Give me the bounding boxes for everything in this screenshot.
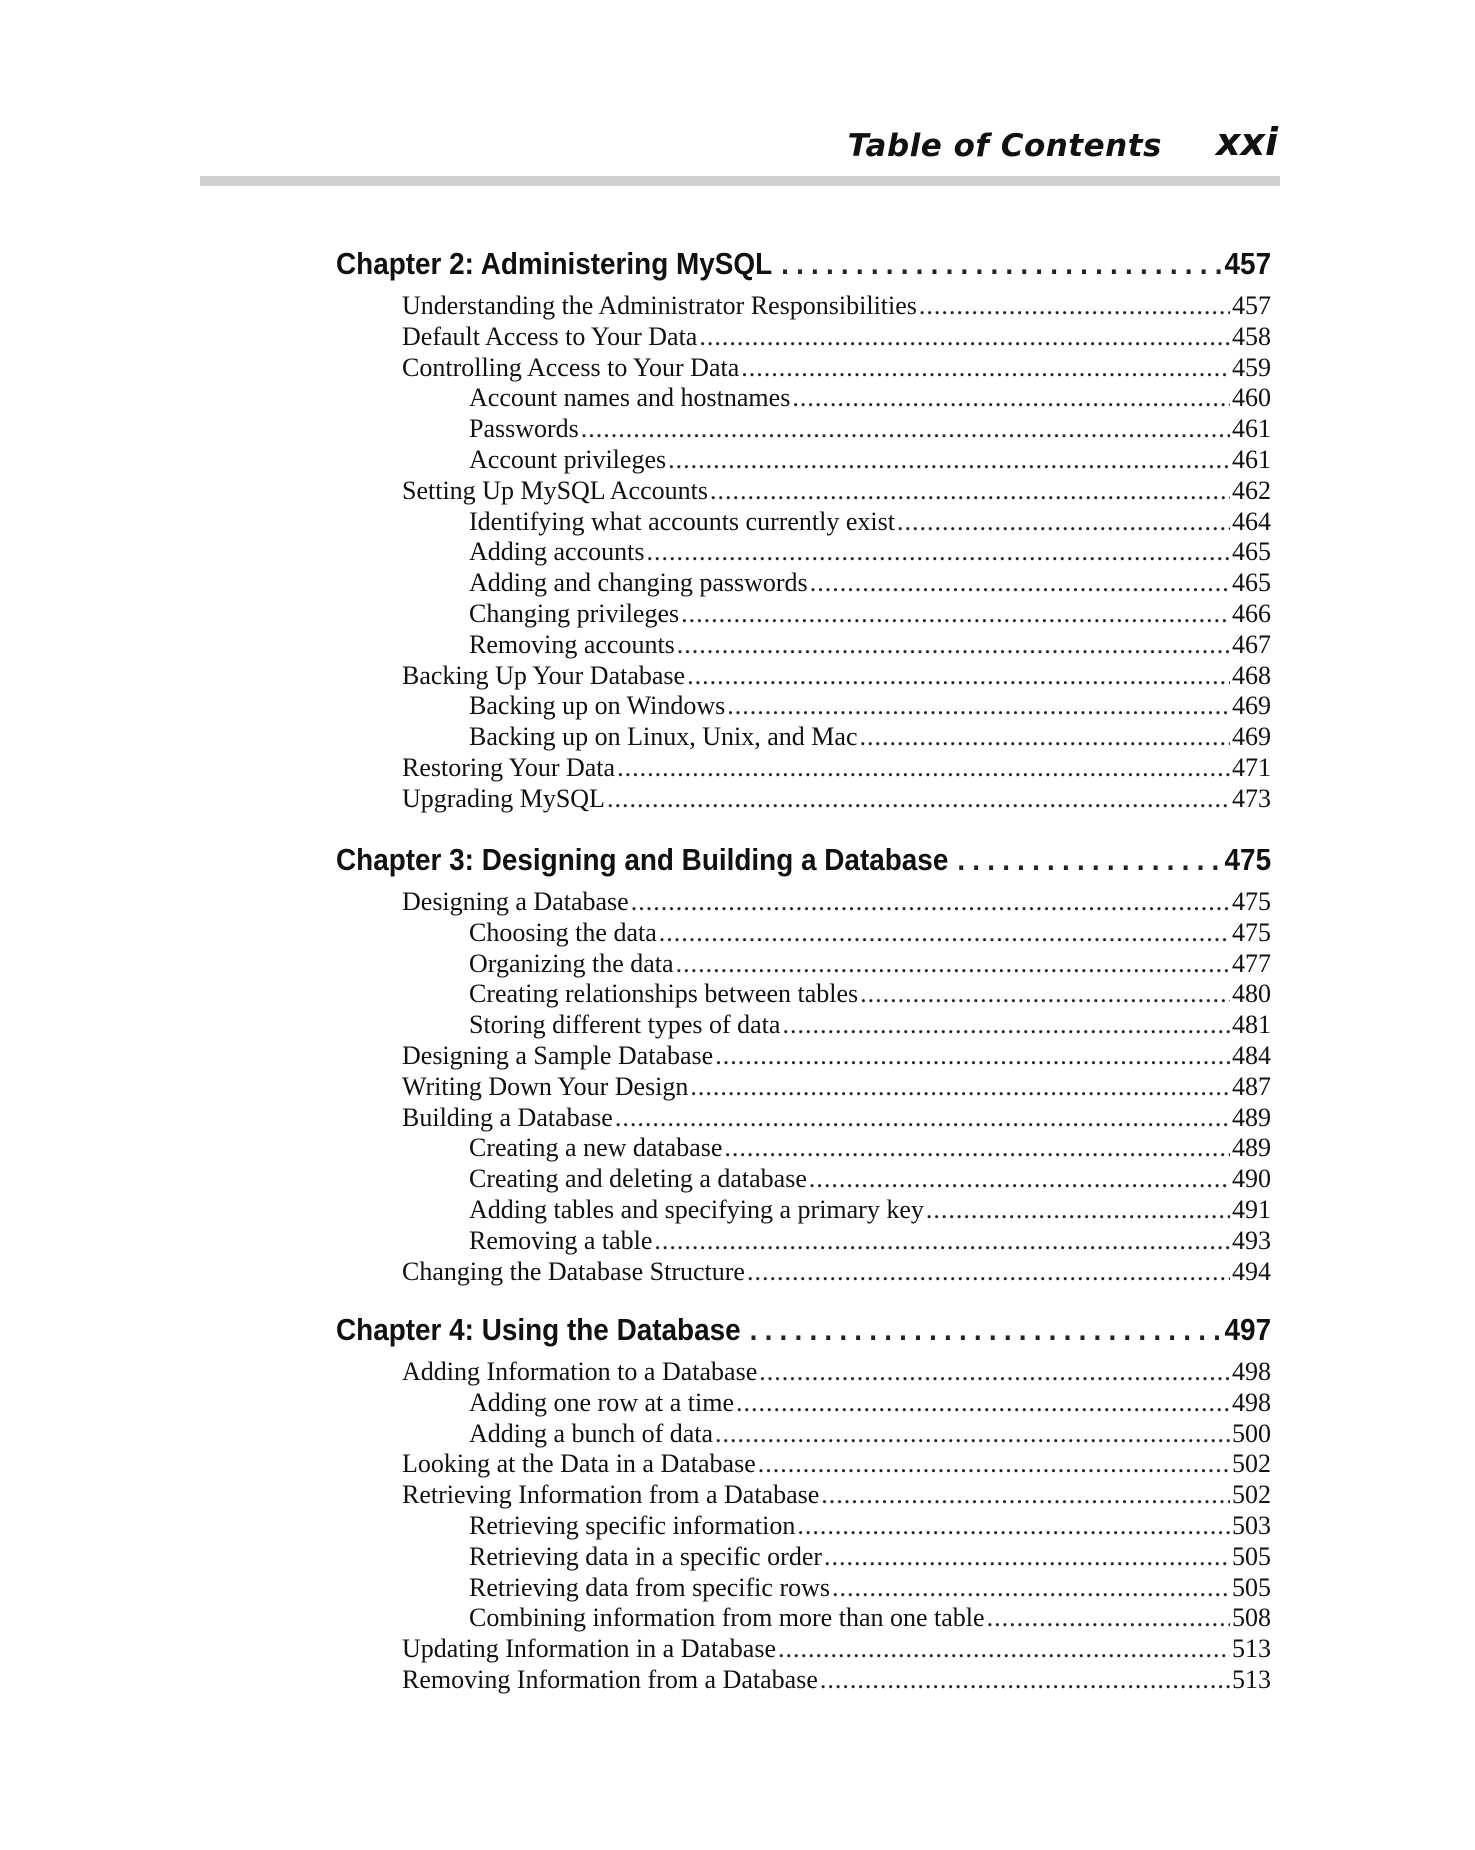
entry-title: Controlling Access to Your Data: [402, 352, 740, 382]
dot-leader: [792, 382, 1230, 413]
entry-title: Designing a Sample Database: [402, 1041, 714, 1070]
entry-page-number: 503: [1232, 1511, 1271, 1540]
entry-title: Account names and hostnames: [469, 383, 791, 413]
dot-leader: [727, 690, 1230, 721]
entry-title: Organizing the data: [469, 948, 674, 978]
running-header: [200, 118, 1280, 178]
dot-leader: [631, 886, 1230, 917]
entry-title: Adding accounts: [469, 537, 645, 567]
toc-subsection-entry[interactable]: [469, 917, 1271, 948]
dot-leader: [809, 1163, 1230, 1194]
dot-leader: [710, 475, 1230, 506]
dot-leader: [778, 1633, 1230, 1664]
dot-leader: [607, 783, 1230, 814]
toc-subsection-entry[interactable]: [469, 1163, 1271, 1194]
toc-section-entry[interactable]: [402, 1356, 1271, 1387]
entry-page-number: 480: [1232, 979, 1271, 1009]
toc-section-entry[interactable]: [402, 321, 1271, 352]
entry-title: Removing accounts: [469, 629, 675, 659]
dot-leader: [681, 598, 1230, 629]
dot-leader: [759, 1356, 1230, 1387]
dot-leader: [821, 1479, 1230, 1510]
dot-leader: [741, 352, 1230, 383]
running-header-page-number: xxi: [1215, 120, 1278, 164]
chapter-heading[interactable]: [336, 842, 1271, 878]
entry-page-number: 459: [1232, 352, 1271, 382]
toc-subsection-entry[interactable]: [469, 1009, 1271, 1040]
entry-page-number: 458: [1232, 321, 1271, 351]
entry-title: Adding and changing passwords: [469, 568, 808, 598]
entry-page-number: 491: [1232, 1195, 1271, 1224]
toc-subsection-entry[interactable]: [469, 1194, 1271, 1225]
entry-page-number: 505: [1232, 1541, 1271, 1571]
chapter-title: Chapter 4: Using the Database: [336, 1312, 741, 1347]
dot-leader: [659, 917, 1230, 948]
entry-title: Combining information from more than one table: [469, 1603, 985, 1633]
dot-leader: [736, 1387, 1230, 1418]
dot-leader: [926, 1194, 1230, 1225]
entry-page-number: 493: [1232, 1225, 1271, 1255]
entry-page-number: 502: [1232, 1449, 1271, 1479]
entry-title: Retrieving specific information: [469, 1511, 796, 1540]
dot-leader: [646, 536, 1230, 567]
toc-section-entry[interactable]: [402, 1448, 1271, 1479]
entry-page-number: 513: [1232, 1665, 1271, 1694]
entry-page-number: 457: [1232, 291, 1271, 320]
toc-subsection-entry[interactable]: [469, 1541, 1271, 1572]
entry-title: Writing Down Your Design: [402, 1071, 689, 1101]
dot-leader: [687, 660, 1230, 691]
entry-page-number: 466: [1232, 599, 1271, 628]
dot-leader: [781, 246, 1221, 282]
toc-section-entry[interactable]: [402, 1040, 1271, 1071]
entry-title: Updating Information in a Database: [402, 1634, 776, 1664]
entry-page-number: 494: [1232, 1256, 1271, 1286]
toc-subsection-entry[interactable]: [469, 536, 1271, 567]
toc-section-entry[interactable]: [402, 290, 1271, 321]
toc-subsection-entry[interactable]: [469, 721, 1271, 752]
dot-leader: [615, 1102, 1230, 1133]
toc-subsection-entry[interactable]: [469, 1572, 1271, 1603]
chapter-title: Chapter 2: Administering MySQL: [336, 246, 773, 281]
entry-title: Backing Up Your Database: [402, 660, 686, 690]
entry-title: Building a Database: [402, 1102, 613, 1132]
entry-title: Adding Information to a Database: [402, 1357, 758, 1386]
entry-title: Setting Up MySQL Accounts: [402, 475, 708, 505]
entry-title: Upgrading MySQL: [402, 783, 605, 813]
toc-section-entry[interactable]: [402, 1633, 1271, 1664]
entry-title: Adding tables and specifying a primary key: [469, 1195, 924, 1224]
entry-title: Creating relationships between tables: [469, 979, 859, 1009]
entry-page-number: 471: [1232, 753, 1271, 782]
toc-subsection-entry[interactable]: [469, 1387, 1271, 1418]
dot-leader: [860, 721, 1231, 752]
toc-subsection-entry[interactable]: [469, 382, 1271, 413]
header-rule: [200, 176, 1280, 186]
toc-subsection-entry[interactable]: [469, 1418, 1271, 1449]
toc-subsection-entry[interactable]: [469, 506, 1271, 537]
dot-leader: [715, 1040, 1230, 1071]
entry-page-number: 490: [1232, 1164, 1271, 1194]
toc-section-entry[interactable]: [402, 1102, 1271, 1133]
entry-title: Default Access to Your Data: [402, 321, 698, 351]
entry-title: Designing a Database: [402, 887, 629, 916]
entry-title: Account privileges: [469, 445, 667, 474]
dot-leader: [957, 842, 1221, 878]
entry-title: Creating and deleting a database: [469, 1164, 807, 1194]
dot-leader: [810, 567, 1230, 598]
dot-leader: [750, 1312, 1221, 1348]
toc-section-entry[interactable]: [402, 783, 1271, 814]
toc-section-entry[interactable]: [402, 1071, 1271, 1102]
toc-subsection-entry[interactable]: [469, 598, 1271, 629]
entry-title: Storing different types of data: [469, 1010, 781, 1040]
entry-page-number: 489: [1232, 1133, 1271, 1163]
entry-title: Changing the Database Structure: [402, 1256, 745, 1286]
toc-subsection-entry[interactable]: [469, 1510, 1271, 1541]
entry-page-number: 484: [1232, 1041, 1271, 1070]
toc-subsection-entry[interactable]: [469, 1225, 1271, 1256]
chapter-heading[interactable]: [336, 246, 1271, 282]
toc-subsection-entry[interactable]: [469, 413, 1271, 444]
entry-page-number: 462: [1232, 475, 1271, 505]
dot-leader: [747, 1256, 1230, 1287]
entry-title: Changing privileges: [469, 599, 680, 628]
entry-title: Backing up on Linux, Unix, and Mac: [469, 722, 858, 752]
dot-leader: [824, 1541, 1230, 1572]
running-header-title: Table of Contents: [847, 128, 1162, 164]
dot-leader: [581, 413, 1230, 444]
entry-title: Choosing the data: [469, 917, 657, 947]
entry-page-number: 477: [1232, 948, 1271, 978]
dot-leader: [724, 1132, 1230, 1163]
chapter-page-number: 457: [1224, 246, 1272, 281]
entry-title: Identifying what accounts currently exist: [469, 506, 895, 536]
entry-page-number: 461: [1232, 414, 1271, 444]
dot-leader: [758, 1448, 1230, 1479]
entry-title: Retrieving data from specific rows: [469, 1572, 830, 1602]
toc-section-entry[interactable]: [402, 475, 1271, 506]
entry-title: Adding one row at a time: [469, 1387, 734, 1417]
toc-subsection-entry[interactable]: [469, 567, 1271, 598]
dot-leader: [690, 1071, 1230, 1102]
toc-subsection-entry[interactable]: [469, 948, 1271, 979]
dot-leader: [782, 1009, 1230, 1040]
entry-title: Passwords: [469, 414, 579, 444]
entry-page-number: 464: [1232, 506, 1271, 536]
toc-subsection-entry[interactable]: [469, 1602, 1271, 1633]
entry-page-number: 475: [1232, 917, 1271, 947]
dot-leader: [832, 1572, 1230, 1603]
dot-leader: [699, 321, 1230, 352]
entry-page-number: 513: [1232, 1634, 1271, 1664]
entry-title: Creating a new database: [469, 1133, 723, 1163]
entry-title: Looking at the Data in a Database: [402, 1449, 756, 1479]
dot-leader: [676, 948, 1230, 979]
entry-title: Restoring Your Data: [402, 753, 616, 782]
dot-leader: [820, 1664, 1230, 1695]
entry-page-number: 465: [1232, 537, 1271, 567]
toc-section-entry[interactable]: [402, 1664, 1271, 1695]
entry-page-number: 469: [1232, 722, 1271, 752]
toc-section-entry[interactable]: [402, 352, 1271, 383]
entry-page-number: 487: [1232, 1071, 1271, 1101]
dot-leader: [668, 444, 1230, 475]
toc-subsection-entry[interactable]: [469, 690, 1271, 721]
dot-leader: [860, 978, 1230, 1009]
chapter-heading[interactable]: [336, 1312, 1271, 1348]
entry-page-number: 469: [1232, 691, 1271, 721]
chapter-page-number: 497: [1224, 1312, 1272, 1347]
toc-subsection-entry[interactable]: [469, 978, 1271, 1009]
dot-leader: [987, 1602, 1230, 1633]
entry-page-number: 473: [1232, 783, 1271, 813]
toc-subsection-entry[interactable]: [469, 444, 1271, 475]
entry-page-number: 465: [1232, 568, 1271, 598]
toc-section-entry[interactable]: [402, 660, 1271, 691]
dot-leader: [677, 629, 1230, 660]
entry-page-number: 489: [1232, 1102, 1271, 1132]
entry-page-number: 502: [1232, 1480, 1271, 1510]
entry-title: Removing Information from a Database: [402, 1665, 818, 1694]
toc-section-entry[interactable]: [402, 1256, 1271, 1287]
entry-title: Understanding the Administrator Responsibilities: [402, 291, 917, 320]
entry-page-number: 460: [1232, 383, 1271, 413]
entry-title: Backing up on Windows: [469, 691, 726, 721]
toc-subsection-entry[interactable]: [469, 1132, 1271, 1163]
entry-page-number: 475: [1232, 887, 1271, 916]
entry-page-number: 468: [1232, 660, 1271, 690]
entry-title: Removing a table: [469, 1225, 653, 1255]
entry-page-number: 505: [1232, 1572, 1271, 1602]
entry-page-number: 500: [1232, 1418, 1271, 1448]
dot-leader: [919, 290, 1230, 321]
toc-section-entry[interactable]: [402, 1479, 1271, 1510]
entry-page-number: 467: [1232, 629, 1271, 659]
entry-title: Retrieving Information from a Database: [402, 1480, 820, 1510]
chapter-page-number: 475: [1224, 842, 1272, 877]
dot-leader: [617, 752, 1230, 783]
dot-leader: [715, 1418, 1230, 1449]
entry-page-number: 498: [1232, 1387, 1271, 1417]
entry-page-number: 498: [1232, 1357, 1271, 1386]
dot-leader: [797, 1510, 1230, 1541]
dot-leader: [654, 1225, 1230, 1256]
toc-subsection-entry[interactable]: [469, 629, 1271, 660]
chapter-title: Chapter 3: Designing and Building a Database: [336, 842, 949, 877]
entry-page-number: 481: [1232, 1010, 1271, 1040]
entry-page-number: 461: [1232, 445, 1271, 474]
entry-title: Adding a bunch of data: [469, 1418, 714, 1448]
entry-title: Retrieving data in a specific order: [469, 1541, 823, 1571]
toc-section-entry[interactable]: [402, 752, 1271, 783]
entry-page-number: 508: [1232, 1603, 1271, 1633]
toc-section-entry[interactable]: [402, 886, 1271, 917]
dot-leader: [897, 506, 1230, 537]
